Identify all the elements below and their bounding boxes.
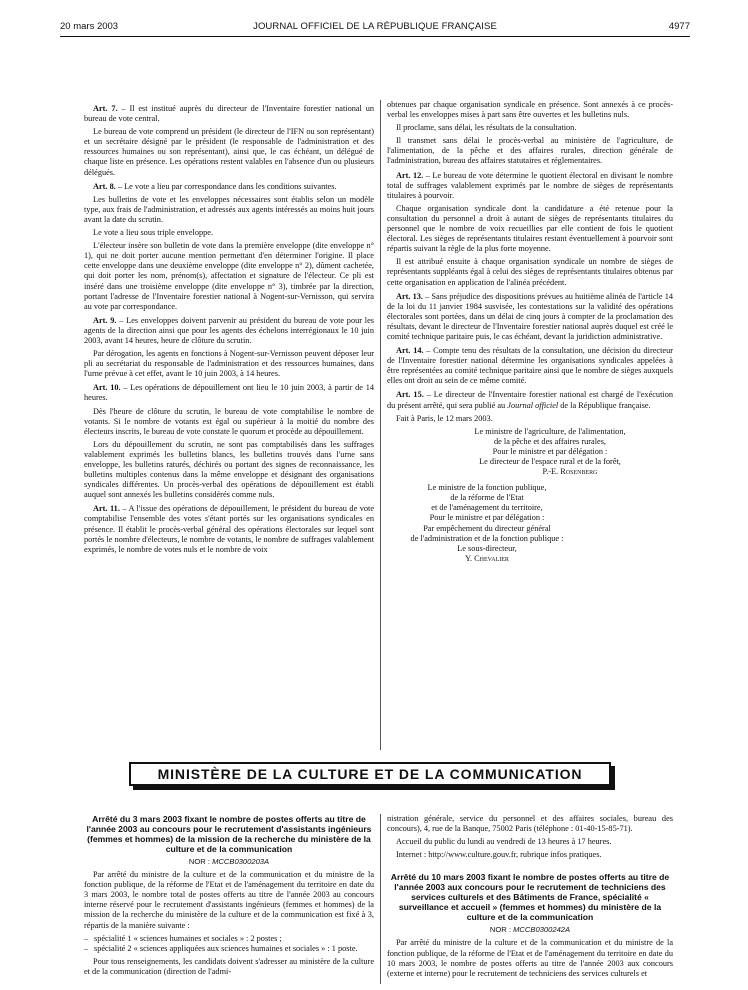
article-15-number: Art. 15. (396, 390, 424, 400)
article-15-text-end: de la République française. (558, 400, 651, 410)
list-item: – spécialité 1 « sciences humaines et sociales » : 2 postes ; (84, 933, 282, 943)
article-14 (387, 346, 673, 386)
signature-block-1 (387, 427, 673, 477)
article-10-text: – Les opérations de dépouillement ont lieu le 10 juin 2003, à partir de 14 heures. (84, 383, 374, 403)
signature-line: Le ministre de la fonction publique, (427, 483, 547, 493)
page-header (60, 21, 690, 35)
paragraph: Il proclame, sans délai, les résultats de la consultation. (396, 123, 577, 133)
paragraph: Lors du dépouillement du scrutin, ne sont pas comptabilisés dans les suffrages valablement exprimés les bulletins blancs, les bulletins trouvés dans l'urne sans enveloppe, les bulletins raturés, déchirés ou portant des signes de reconnaissance, les bulletins multiples contenus dans la même enveloppe et désignant des organisations syndicales différentes. Un procès-verbal des opérations de dépouillement est établi auquel sont annexés les bulletins considérés comme nuls. (84, 439, 374, 500)
nor-code: MCCB0300203A (212, 857, 270, 866)
article-7-number: Art. 7. (93, 104, 118, 113)
signature-date: Fait à Paris, le 12 mars 2003. (396, 413, 493, 423)
signature-line: de la réforme de l'Etat (450, 493, 524, 503)
column-3 (84, 814, 374, 980)
signatory-name: P.-E. Rosenberg (542, 467, 598, 477)
header-date: 20 mars 2003 (60, 21, 119, 32)
signature-line: Le directeur de l'espace rural et de la forêt, (479, 457, 621, 466)
article-12-number: Art. 12. (396, 170, 424, 180)
article-9-text: – Les enveloppes doivent parvenir au président du bureau de vote pour les agents de la direction ainsi que pour les agents des échelons interrégionaux le 10 juin 2003, avant 14 heures, heure de clôture du scrutin. (84, 315, 374, 345)
decree-title: Arrêté du 3 mars 2003 fixant le nombre de postes offerts au titre de l'année 2003 au concours pour le recrutement d'assistants ingénieurs (femmes et hommes) de la mission de la recherche du ministère de la culture et de la communication (86, 814, 372, 854)
column-divider (380, 100, 381, 750)
signatory-name: Y. Chevalier (465, 553, 509, 563)
article-7 (84, 104, 374, 124)
article-13-number: Art. 13. (396, 291, 424, 301)
paragraph: L'électeur insère son bulletin de vote dans la première enveloppe (dite enveloppe n° 1), qui ne doit porter aucune mention permettant d'en déterminer l'origine. Il place cette enveloppe dans une deuxième enveloppe (dite enveloppe n° 2), dûment cachetée, qui doit porter les nom, prénom(s), affectation et signature de l'électeur. Ce pli est inséré dans une troisième enveloppe (dite enveloppe n° 3), timbrée par la direction, portant l'adresse de l'Inventaire forestier national à Nogent-sur-Vernisson, qui servira au vote par correspondance. (84, 241, 374, 311)
list-item-text: spécialité 1 « sciences humaines et sociales » : 2 postes ; (94, 933, 282, 943)
article-12 (387, 171, 673, 201)
paragraph: Le bureau de vote comprend un président (le directeur de l'IFN ou son représentant) et un secrétaire désigné par le président (le responsable de l'administration et des ressources humaines ou son représentant), ainsi que, le cas échéant, un délégué de chaque liste en présence. Les opérations restent valables en l'absence d'un ou plusieurs délégués. (84, 127, 374, 177)
signature-line: Le ministre de l'agriculture, de l'alimentation, (474, 426, 626, 436)
decree-title: Arrêté du 10 mars 2003 fixant le nombre de postes offerts au titre de l'année 2003 aux concours pour le recrutement de techniciens des services culturels et des Bâtiments de France, spécialité « surveillance et accueil » (femmes et hommes) du ministère de la culture et de la communication (390, 872, 670, 923)
nor-reference (84, 857, 374, 867)
article-9 (84, 316, 374, 346)
journal-officiel-italic: Journal officiel (507, 400, 559, 410)
paragraph: Chaque organisation syndicale dont la candidature a été retenue pour la consultation du personnel a droit à autant de sièges de représentants titulaires du personnel que le nombre de voix recueillies par elle contient de fois le quotient électoral. Les sièges de représentants titulaires restant éventuellement à pourvoir sont répartis suivant la règle de la plus forte moyenne. (387, 203, 673, 254)
nor-label: NOR : (489, 925, 514, 935)
article-12-text: – Le bureau de vote détermine le quotient électoral en divisant le nombre total de suffrages valablement exprimés par le nombre de sièges de représentants titulaires à pourvoir. (387, 170, 673, 200)
nor-reference (387, 925, 673, 935)
header-journal-title: JOURNAL OFFICIEL DE LA RÉPUBLIQUE FRANÇAISE (253, 21, 497, 32)
nor-label: NOR : (188, 857, 213, 866)
signature-block-2 (387, 483, 587, 564)
article-15 (387, 390, 673, 410)
paragraph: Les bulletins de vote et les enveloppes nécessaires sont établis selon un modèle type, aux frais de l'administration, et adressés aux agents intéressés au moins huit jours avant la date du scrutin. (84, 194, 374, 224)
header-page-number: 4977 (668, 21, 690, 32)
paragraph: Par arrêté du ministre de la culture et de la communication et du ministre de la fonction publique, de la réforme de l'Etat et de l'aménagement du territoire en date du 10 mars 2003, le nombre de postes offerts au titre de l'année 2003 aux concours (externe et interne) pour le recrutement de techniciens des services culturels et (387, 938, 673, 978)
paragraph: Par dérogation, les agents en fonctions à Nogent-sur-Vernisson peuvent déposer leur pli au secrétariat du responsable de l'administration et des ressources humaines, dans l'urne prévue à cet effet, avant le 10 juin 2003, à 14 heures. (84, 349, 374, 379)
article-11 (84, 504, 374, 554)
column-1 (84, 100, 374, 558)
article-10 (84, 383, 374, 403)
article-8-text: – Le vote a lieu par correspondance dans les conditions suivantes. (115, 181, 337, 191)
column-2 (387, 100, 673, 564)
signature-line: de la pêche et des affaires rurales, (493, 436, 607, 446)
paragraph: obtenues par chaque organisation syndicale en présence. Sont annexés à ce procès-verbal les enveloppes mises à part sans être ouvertes et les bulletins nuls. (387, 100, 673, 120)
signature-line: et de l'aménagement du territoire, (431, 503, 543, 513)
signature-line: Par empêchement du directeur général (423, 523, 551, 533)
article-11-text: – A l'issue des opérations de dépouillement, le président du bureau de vote comptabilise l'ensemble des votes s'étant portés sur les organisations syndicales en présence. Il établit le procès-verbal général des opérations électorales sur lequel sont portés le nombre d'électeurs, le nombre de votants, le nombre de suffrages valablement exprimés, le nombre de votes nuls et le nombre de voix (84, 504, 375, 554)
article-9-number: Art. 9. (93, 315, 117, 325)
article-8 (84, 182, 374, 192)
paragraph: nistration générale, service du personnel et des affaires sociales, bureau des concours), 4, rue de la Banque, 75002 Paris (téléphone : 01-40-15-85-71). (387, 814, 673, 834)
article-13 (387, 292, 673, 342)
list-item: – spécialité 2 « sciences appliquées aux sciences humaines et sociales » : 1 poste. (84, 943, 358, 953)
list-item-text: spécialité 2 « sciences appliquées aux sciences humaines et sociales » : 1 poste. (94, 943, 358, 953)
signature-line: de l'administration et de la fonction publique : (410, 533, 564, 543)
column-divider (380, 814, 381, 984)
paragraph: Pour tous renseignements, les candidats doivent s'adresser au ministère de la culture et de la communication (direction de l'admi- (84, 956, 374, 976)
article-14-text: – Compte tenu des résultats de la consultation, une décision du directeur de l'Inventaire forestier national détermine les organisations syndicales appelées à être représentées au comité technique paritaire ainsi que le nombre de sièges auxquels elles ont droit au sein de ce même comité. (387, 346, 673, 386)
article-14-number: Art. 14. (396, 346, 424, 356)
paragraph: Le vote a lieu sous triple enveloppe. (93, 228, 214, 238)
article-10-number: Art. 10. (93, 383, 121, 393)
paragraph: Par arrêté du ministre de la culture et de la communication et du ministre de la fonction publique, de la réforme de l'Etat et de l'aménagement du territoire en date du 3 mars 2003, le nombre total de postes offerts au titre de l'année 2003 au concours interne réservé pour le recrutement d'assistants ingénieurs (femmes et hommes) de la mission de la recherche du ministère de la culture et de la communication est fixé à 3, répartis de la manière suivante : (84, 870, 374, 930)
nor-code: MCCB0300242A (513, 925, 571, 935)
signature-line: Le sous-directeur, (457, 543, 517, 553)
article-15-text: – Le directeur de l'Inventaire forestier national est chargé de l'exécution du présent arrêté, qui sera publié au (387, 390, 673, 410)
paragraph: Il est attribué ensuite à chaque organisation syndicale un nombre de sièges de représentants suppléants égal à celui des sièges de représentants titulaires obtenus par cette organisation en application de l'alinéa précédent. (387, 257, 673, 287)
article-11-number: Art. 11. (93, 504, 120, 514)
column-4 (387, 814, 673, 982)
paragraph: Dès l'heure de clôture du scrutin, le bureau de vote comptabilise le nombre de votants. Si le nombre de votants est égal ou supérieur à la moitié du nombre des électeurs inscrits, le bureau de vote constate le quorum et procède au dépouillement. (84, 406, 374, 436)
header-rule (60, 36, 690, 37)
article-7-text: – Il est institué auprès du directeur de l'Inventaire forestier national un bureau de vote central. (84, 104, 375, 124)
article-13-text: – Sans préjudice des dispositions prévues au huitième alinéa de l'article 14 de la loi du 11 janvier 1984 susvisée, les contestations sur la validité des opérations électorales sont portées, dans un délai de cinq jours à compter de la proclamation des résultats, devant le directeur de l'Inventaire forestier national auprès duquel est créé le comité technique paritaire puis, le cas échéant, devant la juridiction administrative. (387, 291, 673, 341)
ministry-banner: MINISTÈRE DE LA CULTURE ET DE LA COMMUNICATION (129, 762, 611, 786)
paragraph: Il transmet sans délai le procès-verbal au ministère de l'agriculture, de l'alimentation, de la pêche et des affaires rurales, direction générale de l'administration, bureau des affaires statutaires et réglementaires. (387, 136, 673, 166)
paragraph: Accueil du public du lundi au vendredi de 13 heures à 17 heures. (396, 837, 612, 847)
signature-line: Pour le ministre et par délégation : (492, 446, 608, 456)
paragraph: Internet : http://www.culture.gouv.fr, rubrique infos pratiques. (396, 850, 602, 860)
article-8-number: Art. 8. (93, 181, 116, 191)
signature-line: Pour le ministre et par délégation : (429, 513, 545, 523)
